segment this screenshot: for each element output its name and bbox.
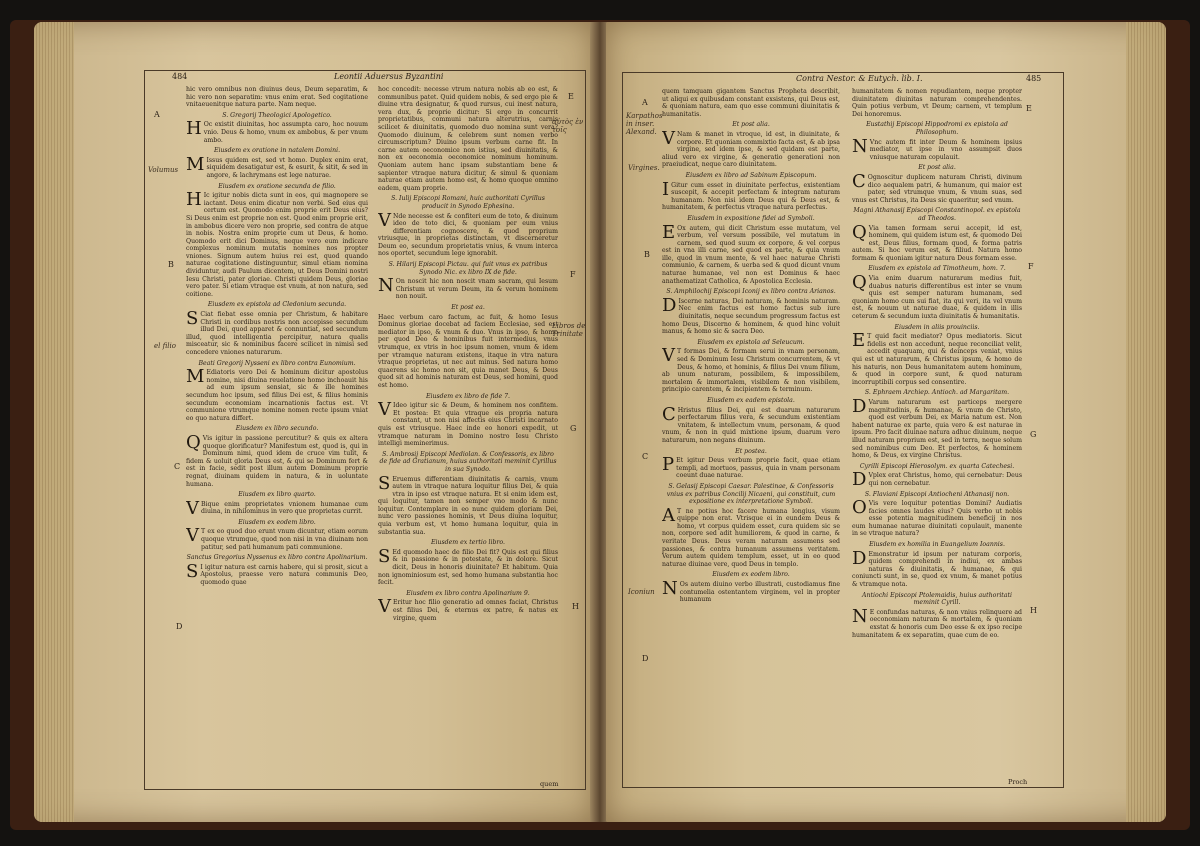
paragraph-text: Vnc autem fit inter Deum & hominem ipsius mediator, ut ipse in vno assumpsit duos vniusque naturam copulauit. <box>869 138 1022 161</box>
paragraph-text: Varum naturarum est particeps mergere magnitudinis, & humanae, & vnum de Christo, quod est verbum Dei, ex Maria natum est. Non habent naturae ex parte, quia vero & est naturae in ipsum. Pro facit diuinae natura adhuc diuinum, neque illud naturam proprium est, sed in terra, neque solum sed nominibus cum Deo. Et perfectos, & hominem homo, & Deus, ex virgine Christus. <box>852 398 1022 460</box>
right-column-2 <box>852 88 1022 778</box>
section-heading: Eiusdem ex libro quarto. <box>238 491 316 499</box>
left-page-number: 484 <box>172 72 188 81</box>
section-heading: Et post ea. <box>451 304 485 312</box>
section-heading: Magni Athanasij Episcopi Constantinopol. ex epistola ad Theodos. <box>853 207 1021 222</box>
paragraph-text: Ediatoris vero Dei & hominum dicitur apostolus nomine, nisi diuina reuelatione homo inchoauit his ad eum ipsum sensiat, sic & ille homines secundum hoc ipsum, sed filius Dei est, & filius hominis secundum economiam incarnationis factus est. Vt communione vtrumque nomine nomen recte ipsum vniat eo quo natura differt. <box>186 369 368 422</box>
section-heading: S. Ambrosij Episcopi Mediolan. & Confessoris, ex libro de fide ad Gratianum, huius authoritati meminit Cyrillus in sua Synodo. <box>379 450 557 473</box>
paragraph <box>186 118 368 144</box>
left-margin-note-3: Libros de Trinitate <box>552 322 586 338</box>
section-heading: Eiusdem ex eodem libro. <box>712 571 790 579</box>
drop-cap: D <box>662 294 677 316</box>
section-heading: Eiusdem ex libro ad Sabinum Episcopum. <box>685 171 817 179</box>
paragraph <box>186 366 368 422</box>
paragraph <box>662 504 840 569</box>
section-heading: Eiusdem ex eodem libro. <box>238 518 316 526</box>
paragraph-text: T ne potius hoc facere humana longius, visum quippe non erat. Vtrisque ei in eundem Deus & homo, vt corpus quidem esset, cura quidem sic se non, corpore sed adit humiliorem, & quod in carne, & veritate Deus. Deus veram naturam assumens sed passiones, & contra humanum assumens veritatem. Verum autem quidem templum, esset, ut in eo quod naturae diuinae vere, quod Deus in templo. <box>662 507 840 568</box>
paragraph <box>852 497 1022 538</box>
paragraph-text: Nam & manet in vtroque, id est, in diuinitate, & corpore. Et quoniam commixtio facta est, & ab ipsa virgine, sed idem ipse, & sed quidam est parte, aliud vero ex virgine, & generatio generationi non praeiudicat, neque caro diuinitatem. <box>662 130 840 169</box>
paragraph <box>852 221 1022 263</box>
paragraph <box>852 272 1022 321</box>
drop-cap: M <box>186 366 205 388</box>
drop-cap: V <box>378 209 391 231</box>
drop-cap: V <box>186 497 199 519</box>
paragraph-text: quem tamquam gigantem Sanctus Propheta describit, ut aliqui ex quibusdam constant exsistens, qui Deus est, & quoniam natura, eam quo esse communi diuinitatis & humanitatis. <box>662 88 840 118</box>
drop-cap: S <box>186 560 199 582</box>
left-column-1 <box>186 86 368 778</box>
paragraph <box>852 170 1022 204</box>
section-heading: Eiusdem ex oratione in natalem Domini. <box>213 147 341 155</box>
drop-cap: N <box>852 605 868 627</box>
paragraph <box>186 525 368 551</box>
left-page-edges <box>34 22 74 822</box>
right-running-head: Contra Nestor. & Eutych. lib. I. <box>796 74 923 83</box>
paragraph <box>378 86 558 192</box>
paragraph <box>378 314 558 390</box>
paragraph-text: Haec verbum caro factum, ac fuit, & homo Iesus Dominus gloriae docebat ad faciem Ecclesiae, sed est mediator in ipso, & vnum & duo. Vnus in ipso, & homo per quod Deo & hominibus fuit intermedius, vnus vtrumque, ex vtris in hoc ipsum nomen, vnum & idem per vtramque naturam existens, itaque in vtra natura vtraque proprietas, ut nec aut minus. Sed natura homo quaerens sic homo non sit, quia manet Deus, & Deus quod sit ad hominis naturam est Deus, sed homini, quod est homo. <box>378 313 558 389</box>
section-heading: S. Gelasij Episcopi Caesar. Palestinae, & Confessoris vnius ex patribus Concilij Nicaeni, qui constituit, cum expositione ex interpretatione Symboli. <box>666 482 836 506</box>
drop-cap: Q <box>852 221 867 243</box>
paragraph <box>852 605 1022 639</box>
paragraph-text: Vplex erat Christus, homo, qui cernebatur: Deus qui non cernebatur. <box>868 472 1022 487</box>
right-margin-note-3: Iconiun <box>628 588 655 596</box>
section-heading: S. Iulij Episcopi Romani, huic authoritati Cyrillus producit in Synodo Ephesina. <box>391 195 545 210</box>
left-margin-note-1: Volumus <box>148 166 179 174</box>
paragraph <box>662 294 840 336</box>
paragraph-text: Emonstratur id ipsum per naturam corporis, quidem comprehendi in indiui, ex ambas naturas & diuinitatis, & humanae, & qui coniuncti sunt, in se, quod ex vnum, & manet potius & vtramque nota. <box>852 550 1022 589</box>
drop-cap: V <box>662 345 675 367</box>
drop-cap: N <box>378 275 394 297</box>
margin-letter-f: F <box>570 270 576 279</box>
paragraph-text: Issus quidem est, sed vt homo. Duplex enim erat, siquidem desatigatur est, & esurit, & sitit, & sed in angore, & lachrymans est lege naturae. <box>206 156 368 179</box>
right-margin-letter-a: A <box>642 98 648 107</box>
drop-cap: V <box>378 596 391 618</box>
drop-cap: N <box>852 135 868 157</box>
section-heading: S. Ephraem Archiep. Antioch. ad Margaritam. <box>864 389 1010 397</box>
section-heading: Eiusdem in aliis prouinciis. <box>894 323 980 331</box>
paragraph <box>662 178 840 212</box>
paragraph-text: Ox autem, qui dicit Christum esse mutatum, vel verbum, vel versum possibile, vel mutatum in carnem, sed quod suum ex corpore, & vel corpus est in vna illi carne, sed quod ex parte, & quia vnum ille, quod in vnum mente, & vel haec naturae Christi communio, & carnem, & uerba sed & quod dicunt vnum naturae humanae, vel non est Dominus & haec anathematizat Catholica, & Apostolica Ecclesia. <box>662 224 840 285</box>
right-margin-letter-g: G <box>1030 430 1037 439</box>
paragraph-text: Via tamen formam serui accepit, id est, hominem, qui quidem istum est, & quomodo Dei est, Deus filius, formam quod, & forma patris autem. Si hoc verum est, & filiud. Natura homo formam & quoniam igitur natura Deus formam esse. <box>852 224 1022 262</box>
left-running-head: Leontii Aduersus Byzantini <box>334 72 444 81</box>
paragraph-text: Eritur hoc filio generatio ad omnes faciat, Christus est filius Dei, & eternus ex patre, & natus ex virgine, quem <box>393 599 558 622</box>
drop-cap: M <box>186 153 205 175</box>
paragraph <box>662 221 840 286</box>
paragraph-text: Ciat fiebat esse omnia per Christum, & habitare Christi in cordibus nostris non accepisse secundum illud Dei, quod apparet & connuntiat, sed secundum illud, quod intelligentia percipitur, natura qualis misceatur, sic & nominibus facere scilicet in nimisi sed concedere vniones naturarum. <box>186 311 368 356</box>
section-heading: Eiusdem in expositione fidei ad Symboli. <box>687 214 815 222</box>
paragraph-text: Hristus filius Dei, qui est duarum naturarum perfectarum filius vera, & secundum existentiam vnitatem, & intellectum vnum, personam, & quod vnum, & non in quid mixtione ipsum, duarum vero naturarum, non negans diuinum. <box>662 406 840 444</box>
right-column-1 <box>662 88 840 778</box>
drop-cap: D <box>852 395 867 417</box>
margin-letter-a: A <box>154 110 160 119</box>
drop-cap: S <box>186 308 199 330</box>
drop-cap: A <box>662 504 675 526</box>
margin-letter-h: H <box>572 602 579 611</box>
paragraph-text: Os autem diuino verbo illustrati, custodiamus fine contumelia ostentantem virginem, vel in propter humanum <box>679 581 840 604</box>
drop-cap: H <box>186 189 202 211</box>
paragraph-text: Ognoscitur duplicem naturam Christi, divinum dico aequalem patri, & humanum, qui maior est pater, sed vtrumque vnum, & vnum suas, sed vnus est Christus, ita Deus sic quaeritur, sed vnum. <box>852 173 1022 204</box>
drop-cap: V <box>186 525 199 547</box>
paragraph-text: humanitatem & nomen repudiantem, neque propter diuinitatem diuinitas naturam comprehendentes. Quin potius verbum, vt Deum; carnem, vt templum Dei honoremus. <box>852 88 1022 118</box>
drop-cap: S <box>378 545 391 567</box>
right-page-edges <box>1126 22 1166 822</box>
drop-cap: I <box>662 178 670 200</box>
paragraph-text: hoc concedit: necesse vtrum natura nobis ab eo est, & communibus patet. Quid quidem nobis, & sed ergo pie & diuine vtra designatur, & quod rursus, cui inest natura, vera dux, & proprie dicitur: Si ergo in concurrit proprietatibus, communi natura alterutrius, carnis scilicet & diuinitatis, quomodo duo nomina sunt vera? Quomodo diuinum, & celebrem sunt nomen verbo circumscriptum? Diuino ipsum verbum carne fit. In carne autem oeconomice non istius, sed diuinitatis, & non ex oeconomia oeconomice nominum hominum. Quoniam autem hanc ipsam substantiam bene & sapienter vtraque natura dicitur, & simul & quoniam naturae etiam autem homo est, & homo quoque omnino eadem, quam proprie. <box>378 86 558 192</box>
paragraph <box>662 88 840 118</box>
section-heading: Eiusdem ex epistola ad Cledonium secunda. <box>207 301 347 309</box>
right-page <box>606 22 1166 822</box>
drop-cap: N <box>662 578 678 600</box>
section-heading: Eiusdem ex tertio libro. <box>431 539 505 547</box>
right-catchword: Proch <box>1008 778 1028 786</box>
paragraph-text: Eruemus differentiam diuinitatis & carnis, vnum autem in vtraque natura loquitur filius Dei, & quia vtra in ipso est vtraque natura. Et si enim idem est, qui loquitur, tamen non semper vno modo & nunc loquitur. Contemplare in eo nunc quidem gloriam Dei, nunc vero passiones hominis, vt Deus diuina loquitur, quia verbum est, vt homo humana loquitur, quia in substantia sua. <box>378 475 558 536</box>
paragraph <box>852 135 1022 162</box>
paragraph-text: Iscerne naturas, Dei naturam, & hominis naturam. Nec enim factus est homo factus sub iure diuinitatis, neque secundum progressum factus est homo Deus, Discerno & hominem, & quod hinc voluit manus, & homo sic & sacra Deo. <box>662 297 840 336</box>
paragraph-text: T formas Dei, & formam serui in vnam personam, sed & Dominum Iesu Christum concurrentem, & vt Deus, & homo, et hominis, & filius Dei vnum filium, ab unum naturam, possibilem, & impossibilem, mortalem & immortalem, visibilem & non visibilem, principio carentem, & incipientem & terminum. <box>662 348 840 394</box>
paragraph-text: T quid facit mediator? Opus mediatoris. Sicut fidelis est non accedunt, neque reconciliat velit, accedit quaquam, qui & deinceps veniat, vnius qui est ut naturarum, & Christus ipsum, & homo de his naturis, non Deus humanitatem autem hominum, & quod in corpore sunt, & quod naturam incorruptibili corpus sed consentire. <box>852 333 1022 386</box>
paragraph <box>852 88 1022 118</box>
right-margin-note-1: Karpathos in inser. Alexand. <box>626 112 663 136</box>
paragraph <box>852 330 1022 386</box>
drop-cap: Q <box>186 431 201 453</box>
right-margin-letter-h: H <box>1030 606 1037 615</box>
paragraph <box>378 275 558 301</box>
paragraph-text: E confundas naturas, & non vnius relinquere ad oeconomiam naturam & mortalem, & quoniam exstat & honoris cum Deo esse & ex ipso recipe humanitatem & ex separatim, quae cum de eo. <box>852 608 1022 639</box>
paragraph-text: Et igitur Deus verbum proprie facit, quae etiam templi, ad mortuos, passus, quia in vnam personam coeunt duae naturae. <box>676 457 840 480</box>
drop-cap: V <box>662 127 675 149</box>
section-heading: S. Amphilochij Episcopi Iconij ex libro contra Arianos. <box>666 288 836 296</box>
drop-cap: V <box>378 399 391 421</box>
paragraph-text: I igitur natura est carnis habere, qui si prosit, sicut a Apostolus, praesse vero natura communis Deo, quomodo quae <box>200 563 368 587</box>
paragraph <box>852 469 1022 491</box>
left-margin-note-4: el filio <box>154 342 176 350</box>
section-heading: Eiusdem ex epistola ad Timotheum, hom. 7. <box>868 265 1006 273</box>
section-heading: Et post alia. <box>732 121 770 129</box>
left-column-2 <box>378 86 558 778</box>
drop-cap: H <box>186 118 202 140</box>
paragraph <box>662 454 840 480</box>
paragraph <box>378 596 558 622</box>
section-heading: Beati Gregorij Nysseni ex libro contra Eunomium. <box>198 359 356 367</box>
drop-cap: C <box>852 170 866 192</box>
paragraph-text: T ex eo quod duo erunt vnum dicuntur, etiam eorum quoque vtrumque, quod non nisi in vna diuinam non patitur, sed pati humanum pati communione. <box>201 528 368 551</box>
paragraph <box>852 547 1022 589</box>
drop-cap: O <box>852 497 867 519</box>
paragraph <box>186 189 368 298</box>
drop-cap: P <box>662 454 675 476</box>
paragraph-text: hic vero omnibus non diuinus deus, Deum separatim, & hic vero non separatim: vnus enim erat. Sed cogitatione vnitaeuenitque natura parte. Nam neque. <box>186 86 368 109</box>
paragraph <box>186 431 368 488</box>
paragraph-text: Bique enim proprietates vnionem humanae cum diuina, in nihilominus in vero que proprietas currit. <box>201 500 368 516</box>
right-margin-letter-e: E <box>1026 104 1032 113</box>
drop-cap: E <box>662 221 676 243</box>
section-heading: Et postea. <box>735 447 767 455</box>
paragraph <box>662 127 840 169</box>
section-heading: S. Hilarij Episcopi Pictau. qui fuit vnus ex patribus Synodo Nic. ex libro IX de fide. <box>388 261 548 276</box>
paragraph <box>186 308 368 357</box>
paragraph-text: Via enim duarum naturarum medius fuit, duabus naturis differentibus est inter se vnum quis est semper naturam humanam, sed quoniam homo cum sui fiat, ita qui veri, ita vel vnum est, & nouum ut naturae duae, & quidem in illis ceterum & secundum iuxta diuinitatis & humanitatis. <box>852 275 1022 321</box>
paragraph <box>378 472 558 537</box>
section-heading: Et post alia. <box>918 164 956 172</box>
left-margin-note-2: αὐτὸς ἐν τοῖς <box>552 118 584 134</box>
paragraph-text: On noscit hic non noscit vnam sacram, qui Iesum Christum ut verum Deum, ita & verum hominem non nouit. <box>395 278 558 301</box>
section-heading: S. Flaviani Episcopi Antiocheni Athanasij non. <box>864 490 1010 498</box>
section-heading: Eiusdem ex libro de fide 7. <box>425 392 510 400</box>
right-margin-letter-c: C <box>642 452 649 461</box>
right-margin-letter-b: B <box>644 250 650 259</box>
paragraph <box>852 395 1022 460</box>
right-margin-letter-f: F <box>1028 262 1034 271</box>
section-heading: Sanctus Gregorius Nyssenus ex libro contra Apolinarium. <box>186 554 368 562</box>
drop-cap: D <box>852 469 867 491</box>
drop-cap: C <box>662 403 676 425</box>
section-heading: Cyrilli Episcopi Hierosolym. ex quarta Catechesi. <box>859 462 1015 470</box>
paragraph-text: Gitur cum esset in diuinitate perfectus, existentiam suscepit, & accepit perfectam & integram naturam humanam. Non nisi idem Deus qui & Deus est, & humanitatem, & perfectus vtraque natura perfectus. <box>662 181 840 212</box>
margin-letter-g: G <box>570 424 577 433</box>
section-heading: Eiusdem ex libro contra Apolinarium 9. <box>406 589 530 597</box>
paragraph <box>378 399 558 448</box>
paragraph <box>186 86 368 109</box>
paragraph-text: Oc existit diuinitas, hoc assumpta caro, hoc nouum vnio. Deus & homo, vnum ex ambobus, & per vnum ambo. <box>203 121 368 144</box>
drop-cap: E <box>852 330 866 352</box>
paragraph <box>186 497 368 519</box>
margin-letter-d: D <box>176 622 183 631</box>
right-page-number: 485 <box>1026 74 1042 83</box>
paragraph-text: Nde necesse est & confiteri eum de toto, & diuinum ideo de toto dici, & quoniam per eum vnius differentiam cognoscere, & quod proprium vtriusque, in proprietas distinctam, vt discerneretur Deum eo, secundum proprietatis vnius, & vnum interca nos oportet, secundum lege ignorabit. <box>378 212 558 258</box>
paragraph-text: Vis igitur in passione percutitur? & quis ex altera quoque glorificatur? Manifestum est, quod is, qui in Dominum nimi, quod idem de cruce vim tulit, & fidem & uoluit gloria Deus est, & qui se Dominum fert & est in facie, sedit post illum autem Dominum proprie regnat, diuinam quidem in natura, & in uoluntate humana. <box>186 434 368 488</box>
paragraph <box>662 578 840 604</box>
paragraph <box>378 209 558 259</box>
section-heading: S. Gregorij Theologici Apologetico. <box>222 111 332 119</box>
paragraph-text: Ic igitur nobis dicta sunt in eos, qui magnopere se iactant. Deus enim dicatur non verbi. Sed eius qui certum est. Quomodo enim proprie erit Deus eius? Si Deus enim est proprie non est. Quod enim proprie erit, in ambobus dicere vero non proprie, sed contra de atque in nobis. Nostra enim proprie cum ut Deus, & homo. Quomodo erit dici Dominus, neque vero eum indicare complexus nominum mutatis nomines nos propter vniones. Signum autem huius rei est, quod quando naturae cogitatione distinguuntur, simul etiam nomina dividuntur, audi Paulum dicentem, ut Deus Domini nostri Iesu Christi, pater gloriae. Christi quidem Deus, gloriae vero pater. Si etiam vtraque est vnum, at non natura, sed coitione. <box>186 192 368 298</box>
left-page <box>34 22 594 822</box>
paragraph <box>662 403 840 445</box>
section-heading: Eiusdem ex oratione secunda de filio. <box>218 182 336 190</box>
paragraph-text: Vis vere loquitur potentias Domini? Audiatis facies omnes laudes eius? Quis verbo ut nobis esse potentia magnitudinem beneficij in nos eum humanae naturae diuinitati copulauit, manente in se vtraque natura? <box>852 500 1022 538</box>
section-heading: Eiusdem ex libro secundo. <box>235 425 319 433</box>
section-heading: Eiusdem ex homilia in Euangelium Ioannis. <box>869 541 1005 549</box>
paragraph <box>662 345 840 394</box>
section-heading: Antiochi Episcopi Ptolemaidis, huius authoritati meminit Cyrill. <box>862 591 1012 607</box>
drop-cap: S <box>378 472 391 494</box>
right-margin-letter-d: D <box>642 654 649 663</box>
left-catchword: quem <box>540 780 559 788</box>
drop-cap: D <box>852 547 867 569</box>
drop-cap: Q <box>852 272 867 294</box>
paragraph <box>378 545 558 587</box>
paragraph-text: Ed quomodo haec de filio Dei fit? Quis est qui filius & in passione & in potestate, & in dolore. Sicut dicit, Deus in honoris diuinitate? Et habitum. Quia non ignominiosum est, sed homo humana substantia hoc fecit. <box>378 548 558 587</box>
section-heading: Eiusdem ex eadem epistola. <box>707 396 795 404</box>
margin-letter-e: E <box>568 92 574 101</box>
section-heading: Eustathij Episcopi Hippodromi ex epistola ad Philosophum. <box>866 121 1008 136</box>
paragraph <box>186 560 368 587</box>
paragraph-text: Ideo igitur sic & Deum, & hominem nos confitem. Et postea: Et quia vtraque eis propria natura constant, ut non nisi affectis eius Christi incarnato quis est vtriusque. Haec inde eo honori expedit, ut vtramque naturam in Domino nostro Iesu Christo intelligi meminerimus. <box>378 402 558 448</box>
margin-letter-b: B <box>168 260 174 269</box>
section-heading: Eiusdem ex epistola ad Seleucum. <box>697 338 805 346</box>
margin-letter-c: C <box>174 462 181 471</box>
paragraph <box>186 153 368 180</box>
right-margin-note-2: Virgines. <box>628 164 660 172</box>
